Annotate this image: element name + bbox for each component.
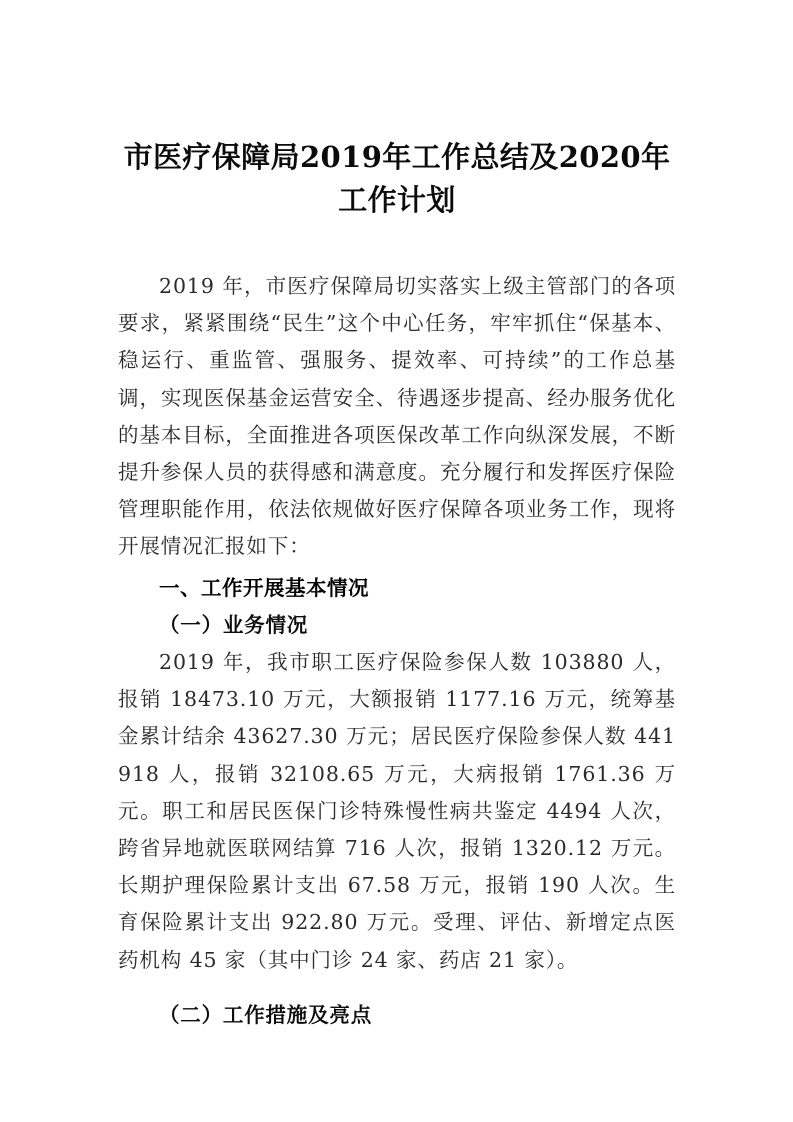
heading-work-overview: 一、工作开展基本情况: [159, 575, 369, 600]
document-content: [118, 0, 676, 1034]
paragraph-business-statistics: 2019 年，我市职工医疗保险参保人数 103880 人，报销 18473.10 万元，大额报销 1177.16 万元，统筹基金累计结余 43627.30 万元；居民医疗保险参保人数 441918 人，报销 32108.65 万元，大病报销 1761.36 万元。职工和居民医保门诊特殊慢性病共鉴定 4494 人次，跨省异地就医联网结算 716 人次，报销 1320.12 万元。长期护理保险累计支出 67.58 万元，报销 190 人次。生育保险累计支出 922.80 万元。受理、评估、新增定点医药机构 45 家（其中门诊 24 家、药店 21 家）。: [118, 650, 676, 972]
heading-measures-highlights: （二）工作措施及亮点: [159, 1002, 372, 1027]
paragraph-introduction: 2019 年，市医疗保障局切实落实上级主管部门的各项要求，紧紧围绕“民生”这个中心任务，牢牢抓住“保基本、稳运行、重监管、强服务、提效率、可持续”的工作总基调，实现医保基金运营安全、待遇逐步提高、经办服务优化的基本目标，全面推进各项医保改革工作向纵深发展，不断提升参保人员的获得感和满意度。充分履行和发挥医疗保险管理职能作用，依法依规做好医疗保障各项业务工作，现将开展情况汇报如下：: [118, 274, 676, 559]
page-title: 市医疗保障局2019年工作总结及2020年工作计划: [123, 140, 671, 217]
heading-business-situation: （一）业务情况: [159, 612, 309, 637]
